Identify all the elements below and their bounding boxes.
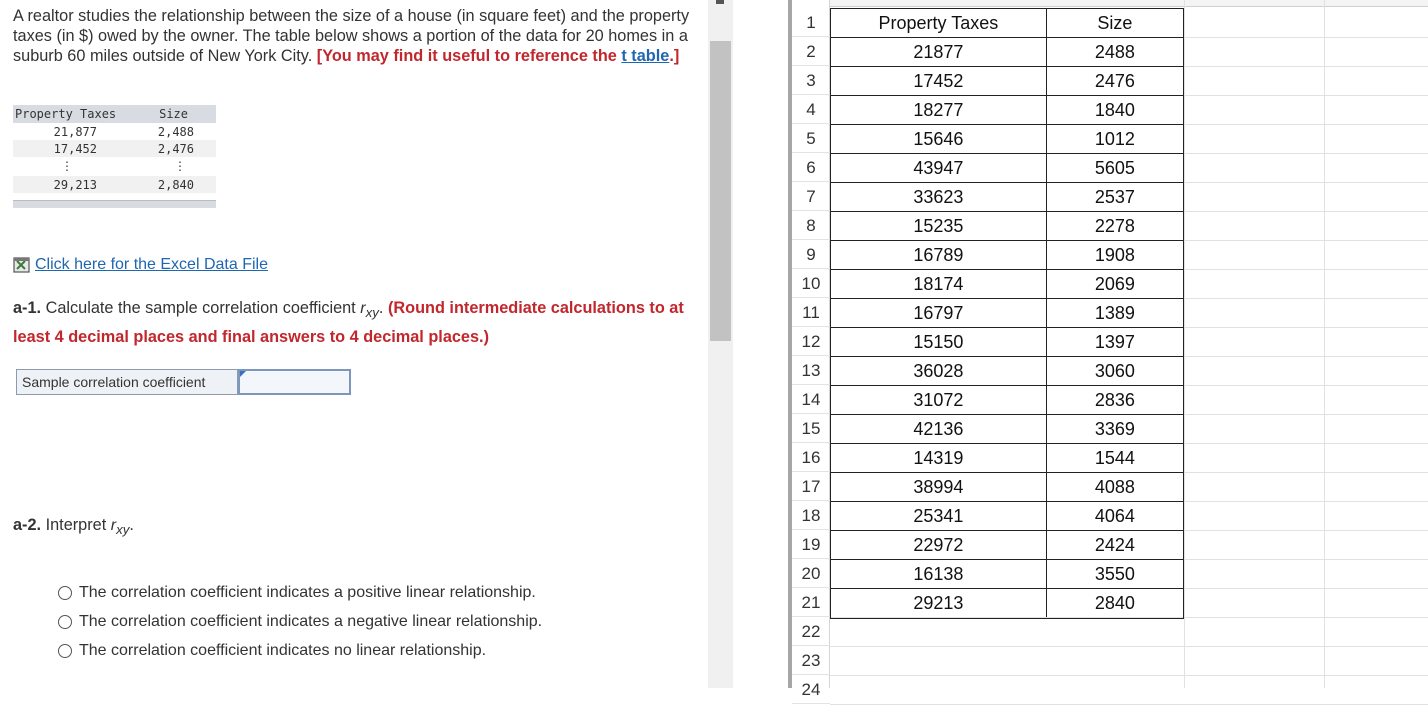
grid-line <box>1324 0 1325 688</box>
preview-row <box>13 123 216 140</box>
row-number[interactable]: 18 <box>792 501 830 530</box>
interpretation-options <box>58 578 542 665</box>
sheet-cell[interactable]: 15646 <box>831 125 1047 153</box>
correlation-input[interactable] <box>238 369 351 395</box>
sheet-row <box>831 154 1183 183</box>
sheet-row <box>831 386 1183 415</box>
preview-cell: 2,840 <box>157 177 194 192</box>
preview-cell: 29,213 <box>53 177 97 192</box>
sheet-cell[interactable]: 16789 <box>831 241 1047 269</box>
sheet-row <box>831 328 1183 357</box>
sheet-cell[interactable]: 16138 <box>831 560 1047 588</box>
excel-data-link[interactable] <box>13 256 268 274</box>
sheet-row <box>831 67 1183 96</box>
sheet-cell[interactable]: 2278 <box>1094 216 1135 236</box>
sheet-row <box>831 183 1183 212</box>
sheet-cell[interactable]: 5605 <box>1094 158 1135 178</box>
q2-var: r <box>110 517 117 534</box>
q2-text: Interpret <box>45 516 111 534</box>
row-number[interactable]: 24 <box>792 675 830 704</box>
excel-link-text[interactable]: Click here for the Excel Data File <box>35 256 268 273</box>
preview-header-taxes: Property Taxes <box>15 107 117 121</box>
sheet-row <box>831 299 1183 328</box>
row-number[interactable]: 2 <box>792 37 830 66</box>
sheet-cell[interactable]: 38994 <box>831 473 1047 501</box>
q2-variable <box>110 517 130 538</box>
spreadsheet <box>733 0 1428 699</box>
radio-button[interactable] <box>58 615 72 629</box>
sheet-cell[interactable]: 42136 <box>831 415 1047 443</box>
sheet-cell[interactable]: 2488 <box>1094 42 1135 62</box>
row-number[interactable]: 3 <box>792 66 830 95</box>
sheet-cell[interactable]: 18174 <box>831 270 1047 298</box>
preview-ellipsis: ⋮ <box>174 158 186 173</box>
q1-text: Calculate the sample correlation coefficient <box>45 299 361 317</box>
answer-row <box>16 369 351 395</box>
sheet-row <box>831 125 1183 154</box>
sheet-row <box>831 415 1183 444</box>
row-number[interactable]: 14 <box>792 385 830 414</box>
option-label: The correlation coefficient indicates no linear relationship. <box>79 641 487 659</box>
q1-label: a-1. <box>13 299 42 317</box>
q2-label: a-2. <box>13 516 42 534</box>
sheet-row <box>831 444 1183 473</box>
sheet-cell[interactable]: 33623 <box>831 183 1047 211</box>
sheet-cell[interactable]: 3550 <box>1094 564 1135 584</box>
sheet-cell[interactable]: 4088 <box>1094 477 1135 497</box>
scrollbar-thumb[interactable] <box>710 41 731 341</box>
row-number[interactable]: 12 <box>792 327 830 356</box>
sheet-row <box>831 502 1183 531</box>
sheet-cell[interactable]: 1840 <box>1094 100 1135 120</box>
sheet-cell[interactable]: 18277 <box>831 96 1047 124</box>
grid-line <box>830 646 1428 647</box>
row-headers <box>792 0 830 699</box>
q1-var: r <box>360 300 366 317</box>
question-a2: a-2. Interpret $r_{xy}$. <box>13 516 134 538</box>
sheet-cell[interactable]: 3369 <box>1094 419 1135 439</box>
preview-footer-bar <box>13 200 216 208</box>
sheet-cell[interactable]: 15150 <box>831 328 1047 356</box>
preview-header-size: Size <box>159 107 188 121</box>
sheet-cell[interactable]: 2424 <box>1094 535 1135 555</box>
question-a1: a-1. Calculate the sample correlation coefficient $r_{xy}$. (Round intermediate calculations to at least 4 decimal places and final answers to 4 decimal places.) <box>13 299 684 347</box>
preview-ellipsis: ⋮ <box>61 158 73 173</box>
row-number[interactable]: 1 <box>792 8 830 37</box>
sheet-row <box>831 241 1183 270</box>
radio-button[interactable] <box>58 644 72 658</box>
data-preview-table <box>13 105 216 208</box>
row-number[interactable]: 21 <box>792 588 830 617</box>
sheet-cell[interactable]: 1012 <box>1094 129 1135 149</box>
sheet-row <box>831 38 1183 67</box>
sheet-cell[interactable]: 22972 <box>831 531 1047 559</box>
sheet-cell[interactable]: 4064 <box>1094 506 1135 526</box>
sheet-cell[interactable]: 16797 <box>831 299 1047 327</box>
sheet-cell[interactable]: 29213 <box>831 589 1047 617</box>
data-table <box>830 8 1184 619</box>
sheet-row <box>831 357 1183 386</box>
intro-text: A realtor studies the relationship between the size of a house (in square feet) and the property taxes (in $) owed by the owner. The table below shows a portion of the data for 20 homes in a suburb 60 miles outside of New York City. <box>13 7 690 65</box>
sheet-cell[interactable]: 36028 <box>831 357 1047 385</box>
sheet-cell[interactable]: 1544 <box>1094 448 1135 468</box>
preview-cell: 17,452 <box>53 141 97 156</box>
sheet-cell[interactable]: 2069 <box>1094 274 1135 294</box>
hint-suffix: .] <box>669 47 680 65</box>
preview-header <box>13 105 216 123</box>
row-number[interactable]: 7 <box>792 182 830 211</box>
sheet-margin <box>733 0 788 688</box>
sheet-cell[interactable]: 21877 <box>831 38 1047 66</box>
sheet-cell[interactable]: 15235 <box>831 212 1047 240</box>
sheet-cell[interactable]: 2537 <box>1094 187 1135 207</box>
option-label: The correlation coefficient indicates a negative linear relationship. <box>79 612 543 630</box>
row-number[interactable]: 15 <box>792 414 830 443</box>
grid-line <box>830 675 1428 676</box>
row-number[interactable]: 20 <box>792 559 830 588</box>
answer-label: Sample correlation coefficient <box>16 369 238 395</box>
option-label: The correlation coefficient indicates a positive linear relationship. <box>79 583 536 601</box>
row-number[interactable]: 17 <box>792 472 830 501</box>
q1-subscript: xy <box>365 305 379 321</box>
sheet-cell[interactable]: Size <box>1097 13 1133 33</box>
q1-variable <box>360 300 379 321</box>
sheet-row <box>831 212 1183 241</box>
preview-ellipsis-row <box>13 157 216 174</box>
sheet-cell[interactable]: Property Taxes <box>831 9 1047 37</box>
sheet-cell[interactable]: 2840 <box>1094 593 1135 613</box>
sheet-row <box>831 560 1183 589</box>
radio-button[interactable] <box>58 586 72 600</box>
sheet-cell[interactable]: 25341 <box>831 502 1047 530</box>
excel-file-icon <box>13 257 31 274</box>
preview-cell: 21,877 <box>53 124 97 139</box>
sheet-row <box>831 473 1183 502</box>
row-number[interactable]: 6 <box>792 153 830 182</box>
preview-row <box>13 176 216 193</box>
row-number[interactable]: 23 <box>792 646 830 675</box>
q2-subscript: xy <box>116 522 130 538</box>
option-negative[interactable] <box>58 607 542 636</box>
t-table-link[interactable]: t table <box>621 47 670 65</box>
sheet-cell[interactable]: 31072 <box>831 386 1047 414</box>
row-number[interactable]: 19 <box>792 530 830 559</box>
row-number[interactable]: 5 <box>792 124 830 153</box>
grid-line <box>1184 0 1185 688</box>
sheet-cell[interactable]: 2476 <box>1094 71 1135 91</box>
row-number[interactable]: 16 <box>792 443 830 472</box>
q1-instruction: (Round intermediate calculations to at least 4 decimal places and final answers to 4 decimal places.) <box>13 299 684 347</box>
sheet-cell[interactable]: 2836 <box>1094 390 1135 410</box>
option-none[interactable] <box>58 636 542 665</box>
sheet-cell[interactable]: 14319 <box>831 444 1047 472</box>
vertical-scrollbar[interactable] <box>708 0 733 688</box>
sheet-row <box>831 96 1183 125</box>
row-number[interactable]: 10 <box>792 269 830 298</box>
row-number[interactable]: 13 <box>792 356 830 385</box>
hint-prefix: [You may find it useful to reference the <box>316 47 622 65</box>
row-number[interactable]: 9 <box>792 240 830 269</box>
scroll-up-arrow-icon[interactable] <box>716 0 724 4</box>
preview-row <box>13 140 216 157</box>
sheet-row <box>831 270 1183 299</box>
row-number[interactable]: 11 <box>792 298 830 327</box>
sheet-cell[interactable]: 3060 <box>1094 361 1135 381</box>
sheet-row <box>831 589 1183 618</box>
sheet-cell[interactable]: 1397 <box>1094 332 1135 352</box>
hint <box>317 47 679 65</box>
row-number[interactable]: 8 <box>792 211 830 240</box>
sheet-row <box>831 9 1183 38</box>
row-number[interactable]: 22 <box>792 617 830 646</box>
problem-intro <box>13 6 703 66</box>
row-number[interactable]: 4 <box>792 95 830 124</box>
preview-cell: 2,488 <box>157 124 194 139</box>
sheet-cell[interactable]: 1389 <box>1094 303 1135 323</box>
preview-cell: 2,476 <box>157 141 194 156</box>
sheet-cell[interactable]: 1908 <box>1094 245 1135 265</box>
sheet-cell[interactable]: 43947 <box>831 154 1047 182</box>
problem-pane <box>0 0 708 688</box>
column-header-band <box>830 0 1428 7</box>
sheet-cell[interactable]: 17452 <box>831 67 1047 95</box>
option-positive[interactable] <box>58 578 542 607</box>
sheet-row <box>831 531 1183 560</box>
